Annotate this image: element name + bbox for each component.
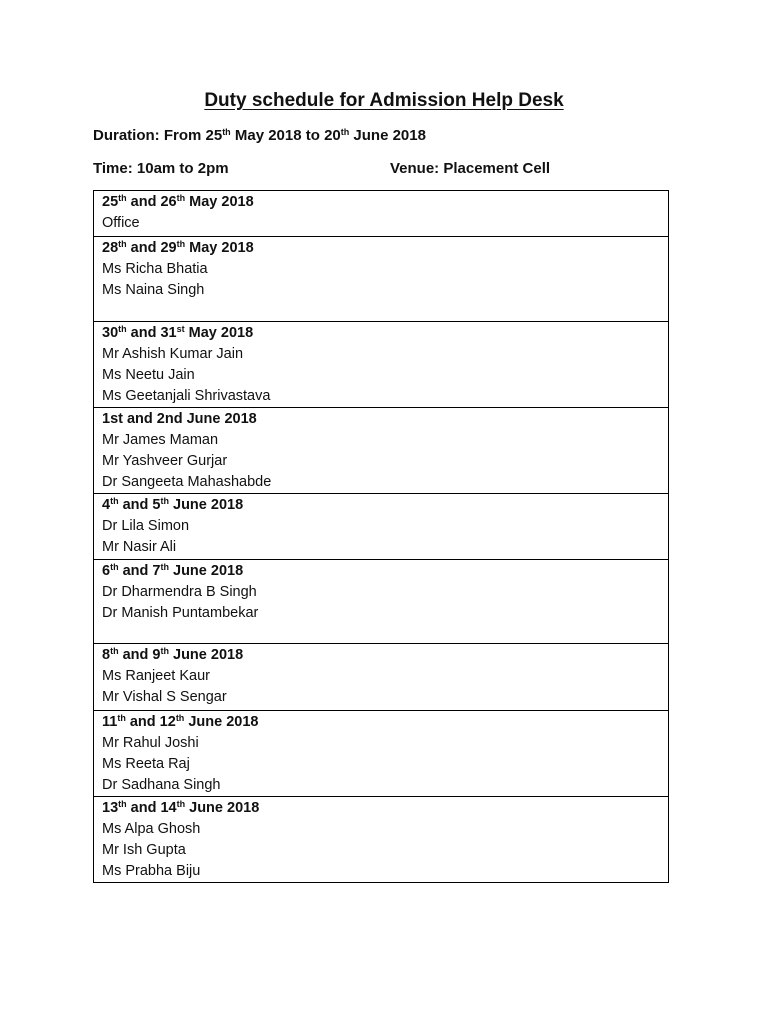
date-month: May 2018 <box>185 240 254 256</box>
date-day-2: and 7 <box>118 563 161 579</box>
schedule-row <box>94 797 669 883</box>
date-month: May 2018 <box>185 194 254 210</box>
schedule-date <box>102 322 668 344</box>
duty-member: Dr Sangeeta Mahashabde <box>102 474 272 490</box>
duration-label: Duration: From 25 <box>93 127 223 144</box>
schedule-row <box>94 711 669 797</box>
schedule-cell <box>94 644 669 711</box>
date-day-1: 4 <box>102 497 111 513</box>
schedule-row <box>94 644 669 711</box>
schedule-cell <box>94 711 669 797</box>
date-day-2: and 29 <box>126 240 177 256</box>
duty-member: Dr Dharmendra B Singh <box>102 584 257 600</box>
date-month: June 2018 <box>184 714 259 730</box>
schedule-date <box>102 191 668 213</box>
duty-member: Mr Ish Gupta <box>102 842 186 858</box>
schedule-row <box>94 560 669 644</box>
schedule-cell <box>94 191 669 237</box>
schedule-row <box>94 237 669 322</box>
date-sup-1: th <box>118 324 127 334</box>
schedule-table <box>93 190 669 883</box>
date-day-1: 11 <box>102 714 118 730</box>
duty-member: Ms Ranjeet Kaur <box>102 668 210 684</box>
date-month: June 2018 <box>185 800 260 816</box>
schedule-date <box>102 237 668 259</box>
duration-end: June 2018 <box>349 127 426 144</box>
schedule-date: 1st and 2nd June 2018 <box>102 411 257 427</box>
duration-line <box>93 126 426 146</box>
duration-mid: May 2018 to 20 <box>230 127 341 144</box>
date-sup-2: th <box>160 496 169 506</box>
duration-sup-2: th <box>340 127 350 137</box>
duration-sup-1: th <box>222 127 231 137</box>
date-day-2: and 14 <box>126 800 177 816</box>
duty-member: Mr James Maman <box>102 432 219 448</box>
date-day-2: and 12 <box>125 714 176 730</box>
date-sup-2: th <box>175 713 185 723</box>
date-sup-1: th <box>110 562 119 572</box>
schedule-date <box>102 560 668 582</box>
date-sup-2: th <box>176 239 186 249</box>
schedule-cell <box>94 322 669 408</box>
schedule-cell <box>94 494 669 560</box>
date-month: June 2018 <box>168 563 244 579</box>
duty-member: Ms Geetanjali Shrivastava <box>102 388 271 404</box>
schedule-cell <box>94 408 669 494</box>
duty-member: Dr Manish Puntambekar <box>102 605 259 621</box>
date-day-1: 13 <box>102 800 119 816</box>
duty-member: Ms Richa Bhatia <box>102 261 208 277</box>
venue-line: Venue: Placement Cell <box>390 160 551 177</box>
schedule-date <box>102 494 668 516</box>
date-sup-2: st <box>176 324 185 334</box>
schedule-cell <box>94 797 669 883</box>
date-day-2: and 26 <box>126 194 177 210</box>
duty-member: Dr Lila Simon <box>102 518 190 534</box>
date-day-2: and 9 <box>118 647 161 663</box>
duty-member: Dr Sadhana Singh <box>102 777 221 793</box>
date-day-1: 8 <box>102 647 111 663</box>
duty-member: Mr Yashveer Gurjar <box>102 453 228 469</box>
schedule-row <box>94 191 669 237</box>
schedule-date <box>102 644 668 666</box>
schedule-date <box>102 711 668 733</box>
date-sup-1: th <box>118 239 127 249</box>
date-day-1: 28 <box>102 240 119 256</box>
date-day-1: 30 <box>102 325 119 341</box>
date-sup-1: th <box>118 193 127 203</box>
document-title <box>0 89 768 113</box>
date-sup-2: th <box>160 646 169 656</box>
date-sup-1: th <box>117 713 126 723</box>
duty-member: Mr Rahul Joshi <box>102 735 199 751</box>
schedule-cell <box>94 237 669 322</box>
date-sup-1: th <box>110 496 119 506</box>
date-day-1: 6 <box>102 563 111 579</box>
duty-member: Ms Alpa Ghosh <box>102 821 201 837</box>
duty-member: Ms Naina Singh <box>102 282 205 298</box>
time-line: Time: 10am to 2pm <box>93 160 229 177</box>
duty-member: Mr Nasir Ali <box>102 539 177 555</box>
document-title-text: Duty schedule for Admission Help Desk <box>204 90 564 111</box>
date-sup-2: th <box>160 562 169 572</box>
schedule-row <box>94 408 669 494</box>
date-day-2: and 31 <box>126 325 177 341</box>
duty-member: Mr Vishal S Sengar <box>102 689 227 705</box>
date-day-1: 25 <box>102 194 119 210</box>
date-month: June 2018 <box>168 647 244 663</box>
schedule-date <box>102 797 668 819</box>
date-sup-2: th <box>176 799 186 809</box>
date-month: June 2018 <box>168 497 244 513</box>
schedule-cell <box>94 560 669 644</box>
duty-member: Mr Ashish Kumar Jain <box>102 346 244 362</box>
duty-member: Ms Prabha Biju <box>102 863 201 879</box>
duty-member: Office <box>102 215 140 231</box>
schedule-row <box>94 322 669 408</box>
date-month: May 2018 <box>184 325 254 341</box>
date-day-2: and 5 <box>118 497 161 513</box>
duty-member: Ms Reeta Raj <box>102 756 190 772</box>
schedule-row <box>94 494 669 560</box>
date-sup-1: th <box>110 646 119 656</box>
duty-member: Ms Neetu Jain <box>102 367 195 383</box>
date-sup-2: th <box>176 193 186 203</box>
date-sup-1: th <box>118 799 127 809</box>
